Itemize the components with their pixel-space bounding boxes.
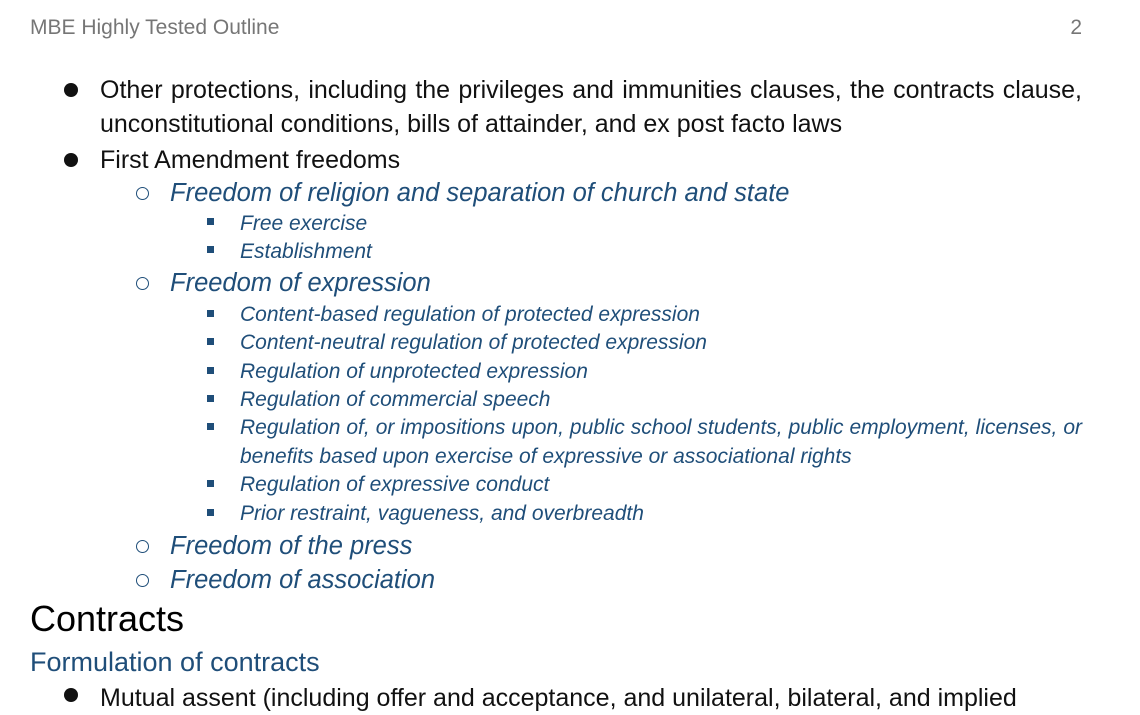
bullet-square-icon	[207, 423, 214, 430]
bullet-circle-icon	[136, 574, 149, 587]
subsection-heading: Formulation of contracts	[30, 647, 320, 677]
outline-subsubitem: Regulation of expressive conduct	[240, 473, 550, 496]
bullet-square-icon	[207, 367, 214, 374]
bullet-circle-icon	[136, 540, 149, 553]
bullet-square-icon	[207, 218, 214, 225]
document-title: MBE Highly Tested Outline	[30, 16, 280, 39]
outline-subsubitem: Regulation of commercial speech	[240, 388, 551, 411]
outline-subsubitem: Regulation of unprotected expression	[240, 360, 588, 383]
outline-subitem-religion: Freedom of religion and separation of church and state	[170, 179, 790, 207]
bullet-disc-icon	[64, 83, 78, 97]
outline-item-other-protections: Other protections, including the privileges and immunities clauses, the contracts clause, unconstitutional conditions, bills of attainder, and ex post facto laws	[100, 76, 1082, 138]
bullet-square-icon	[207, 395, 214, 402]
bullet-circle-icon	[136, 187, 149, 200]
bullet-circle-icon	[136, 277, 149, 290]
bullet-square-icon	[207, 310, 214, 317]
outline-subitem-expression: Freedom of expression	[170, 269, 431, 297]
page-number: 2	[1070, 16, 1082, 39]
outline-subitem-press: Freedom of the press	[170, 532, 413, 560]
outline-subsubitem: Regulation of, or impositions upon, public school students, public employment, licenses, or benefits based upon exercise of expressive or associational rights	[240, 416, 1082, 468]
outline-subsubitem: Establishment	[240, 240, 372, 263]
bullet-disc-icon	[64, 153, 78, 167]
bullet-square-icon	[207, 246, 214, 253]
outline-subsubitem: Prior restraint, vagueness, and overbreadth	[240, 502, 644, 525]
outline-item-cut-off: Mutual assent (including offer and acceptance, and unilateral, bilateral, and implied	[100, 684, 1017, 712]
outline-subsubitem: Content-based regulation of protected expression	[240, 303, 700, 326]
bullet-disc-icon	[64, 688, 78, 702]
outline-subitem-association: Freedom of association	[170, 566, 436, 594]
bullet-square-icon	[207, 338, 214, 345]
outline-item-first-amendment: First Amendment freedoms	[100, 146, 401, 174]
bullet-square-icon	[207, 509, 214, 516]
outline-subsubitem: Content-neutral regulation of protected expression	[240, 331, 707, 354]
bullet-square-icon	[207, 480, 214, 487]
section-heading: Contracts	[30, 598, 185, 639]
page-header	[30, 16, 1082, 44]
outline-subsubitem: Free exercise	[240, 212, 368, 235]
